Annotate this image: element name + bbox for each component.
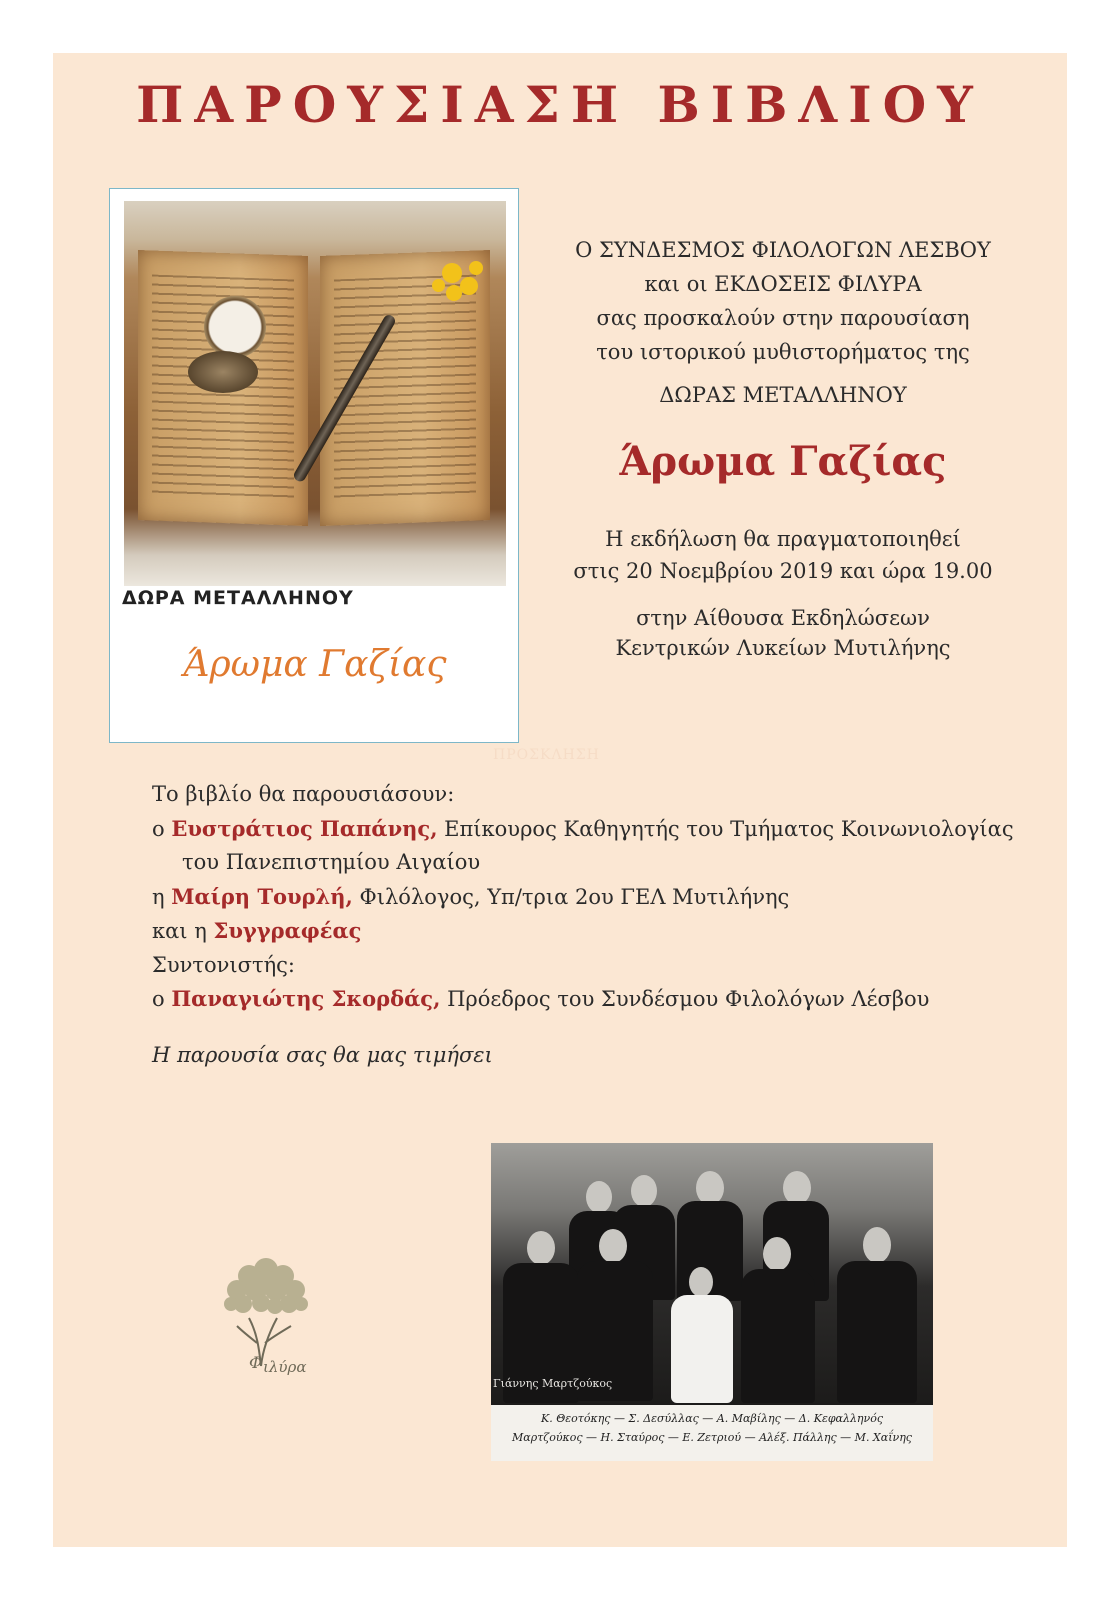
intro-line: και οι ΕΚΔΟΣΕΙΣ ΦΙΛΥΡΑ [644, 272, 922, 296]
presenter-row: η Μαίρη Τουρλή, Φιλόλογος, Υπ/τρια 2ου ΓΕΛ Μυτιλήνης [152, 883, 790, 909]
event-date: στις 20 Νοεμβρίου 2019 και ώρα 19.00 [573, 559, 993, 583]
intro-line: του ιστορικού μυθιστορήματος της [596, 340, 970, 364]
event-line: Η εκδήλωση θα πραγματοποιηθεί [605, 527, 961, 551]
presenters-list [152, 778, 1032, 1017]
invitation-text [553, 233, 1013, 369]
group-photograph [491, 1143, 933, 1405]
book-title: Άρωμα Γαζίας [619, 438, 947, 485]
watch-lid [188, 351, 258, 393]
intro-line: Ο ΣΥΝΔΕΣΜΟΣ ΦΙΛΟΛΟΓΩΝ ΛΕΣΒΟΥ [575, 238, 991, 262]
venue-line: στην Αίθουσα Εκδηλώσεων [636, 606, 930, 630]
filyra-logo [211, 1248, 321, 1378]
presenter-role: Επίκουρος Καθηγητής του Τμήματος Κοινωνιολογίας [437, 816, 1014, 841]
caption-line: Κ. Θεοτόκης — Σ. Δεσύλλας — Α. Μαβίλης — Δ. Κεφαλληνός [541, 1412, 883, 1425]
presenter-name: Ευστράτιος Παπάνης, [171, 815, 438, 841]
svg-text:Φ: Φ [249, 1353, 263, 1372]
pocket-watch-icon [204, 296, 266, 358]
poster-title: ΠΑΡΟΥΣΙΑΣΗ ΒΙΒΛΙΟΥ [136, 75, 984, 134]
watermark-text: ΠΡΟΣΚΛΗΣΗ [493, 747, 600, 763]
photo-credit: Γιάννης Μαρτζούκος [493, 1377, 613, 1390]
presenters-intro: Το βιβλίο θα παρουσιάσουν: [152, 782, 455, 806]
presenter-name: Μαίρη Τουρλή, [171, 883, 353, 909]
tree-icon [211, 1248, 321, 1378]
presenter-role: Φιλόλογος, Υπ/τρια 2ου ΓΕΛ Μυτιλήνης [352, 884, 790, 909]
presenter-role-cont: του Πανεπιστημίου Αιγαίου [182, 850, 481, 874]
logo-text: ιλύρα [263, 1358, 307, 1376]
caption-line: Μαρτζούκος — Η. Σταύρος — Ε. Ζετριού — Αλέξ. Πάλλης — Μ. Χαΐνης [512, 1431, 912, 1444]
coordinator-label: Συντονιστής: [152, 952, 296, 977]
event-details [553, 523, 1013, 587]
presenter-row: ο Ευστράτιος Παπάνης, Επίκουρος Καθηγητής του Τμήματος Κοινωνιολογίας [152, 815, 1014, 841]
presenter-row: και η Συγγραφέας [152, 918, 362, 943]
historical-photo [491, 1143, 933, 1461]
coordinator-role: Πρόεδρος του Συνδέσμου Φιλολόγων Λέσβου [440, 987, 930, 1011]
cover-title: Άρωμα Γαζίας [183, 644, 447, 685]
acacia-flower-icon [442, 263, 462, 283]
venue-line: Κεντρικών Λυκείων Μυτιλήνης [615, 636, 951, 660]
presenter-name: Συγγραφέας [213, 918, 362, 943]
author-name: ΔΩΡΑΣ ΜΕΤΑΛΛΗΝΟΥ [659, 383, 907, 407]
photo-caption [491, 1409, 933, 1447]
intro-line: σας προσκαλούν στην παρουσίαση [596, 306, 970, 330]
event-venue [553, 603, 1013, 663]
cover-photo [124, 201, 506, 586]
book-cover [109, 188, 519, 743]
coordinator-name: Παναγιώτης Σκορδάς, [171, 986, 441, 1011]
invitation-poster [53, 53, 1067, 1547]
cover-author: ΔΩΡΑ ΜΕΤΑΛΛΗΝΟΥ [122, 587, 354, 609]
coordinator-row: ο Παναγιώτης Σκορδάς, Πρόεδρος του Συνδέσμου Φιλολόγων Λέσβου [152, 986, 930, 1011]
closing-line: Η παρουσία σας θα μας τιμήσει [152, 1043, 493, 1067]
